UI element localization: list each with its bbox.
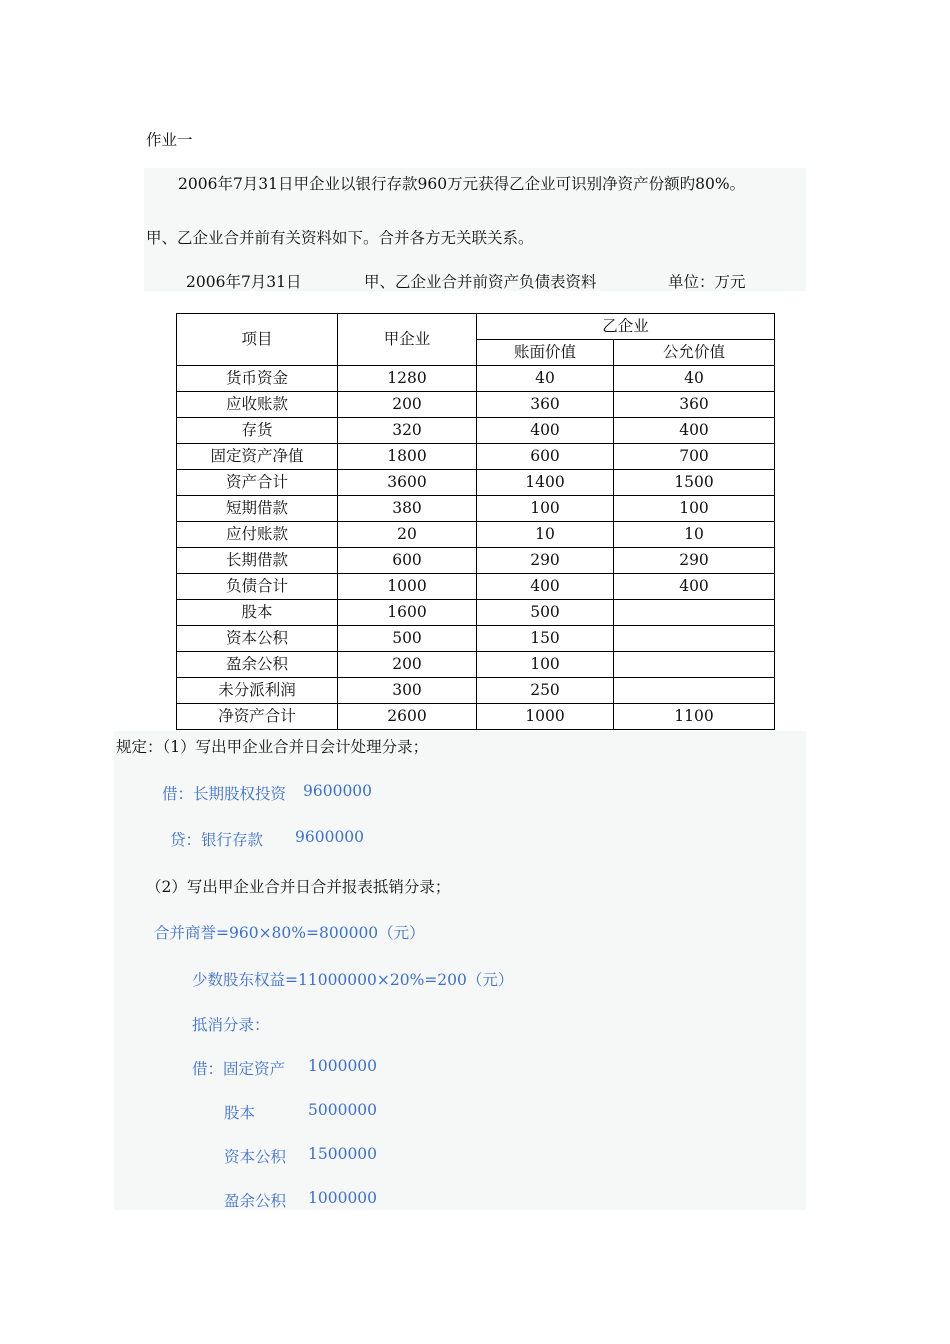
row-value: 400 bbox=[614, 418, 775, 444]
row-value: 40 bbox=[477, 366, 614, 392]
header-item: 项目 bbox=[177, 314, 338, 366]
table-row bbox=[177, 392, 775, 418]
row-value: 700 bbox=[614, 444, 775, 470]
row-label: 未分派利润 bbox=[177, 678, 338, 704]
row-value: 360 bbox=[614, 392, 775, 418]
table-row bbox=[177, 444, 775, 470]
entry-credit-amount: 9600000 bbox=[295, 828, 365, 846]
intro-paragraph-2: 甲、乙企业合并前有关资料如下。合并各方无关联关系。 bbox=[146, 229, 534, 247]
intro-paragraph: 2006年7月31日甲企业以银行存款960万元获得乙企业可识别净资产份额旳80%。 bbox=[178, 175, 746, 193]
row-value: 600 bbox=[477, 444, 614, 470]
table-row bbox=[177, 652, 775, 678]
entry-credit-label: 贷：银行存款 bbox=[170, 831, 264, 849]
row-value: 290 bbox=[477, 548, 614, 574]
table-row bbox=[177, 418, 775, 444]
header-fair-value: 公允价值 bbox=[614, 340, 775, 366]
table-row bbox=[177, 600, 775, 626]
row-label: 存货 bbox=[177, 418, 338, 444]
row-value bbox=[614, 600, 775, 626]
requirement-2: （2）写出甲企业合并日合并报表抵销分录； bbox=[146, 878, 451, 896]
row-label: 短期借款 bbox=[177, 496, 338, 522]
row-label: 净资产合计 bbox=[177, 704, 338, 730]
header-book-value: 账面价值 bbox=[477, 340, 614, 366]
row-value: 250 bbox=[477, 678, 614, 704]
requirement-1: 规定：（1）写出甲企业合并日会计处理分录； bbox=[116, 738, 429, 756]
balance-sheet-table bbox=[176, 313, 775, 730]
row-value: 40 bbox=[614, 366, 775, 392]
entry-debit-amount: 9600000 bbox=[303, 782, 373, 800]
row-label: 盈余公积 bbox=[177, 652, 338, 678]
row-value: 1000 bbox=[477, 704, 614, 730]
row-value: 400 bbox=[614, 574, 775, 600]
row-value: 1600 bbox=[338, 600, 477, 626]
row-label: 资本公积 bbox=[177, 626, 338, 652]
row-value: 200 bbox=[338, 392, 477, 418]
row-label: 资产合计 bbox=[177, 470, 338, 496]
table-row bbox=[177, 496, 775, 522]
entry-debit-label: 借：长期股权投资 bbox=[162, 785, 287, 803]
goodwill-calc: 合并商誉=960×80%=800000（元） bbox=[154, 924, 425, 942]
table-row bbox=[177, 548, 775, 574]
header-yi: 乙企业 bbox=[477, 314, 775, 340]
row-value: 300 bbox=[338, 678, 477, 704]
row-value: 320 bbox=[338, 418, 477, 444]
row-value: 200 bbox=[338, 652, 477, 678]
table-row bbox=[177, 522, 775, 548]
table-row bbox=[177, 470, 775, 496]
row-value: 10 bbox=[614, 522, 775, 548]
row-label: 固定资产净值 bbox=[177, 444, 338, 470]
row-label: 货币资金 bbox=[177, 366, 338, 392]
row-value: 100 bbox=[614, 496, 775, 522]
row-value: 400 bbox=[477, 574, 614, 600]
row-value: 400 bbox=[477, 418, 614, 444]
page-title: 作业一 bbox=[146, 131, 193, 149]
table-caption-unit: 单位：万元 bbox=[668, 273, 746, 291]
header-jia: 甲企业 bbox=[338, 314, 477, 366]
elimination-label-1: 股本 bbox=[224, 1104, 256, 1122]
elimination-amount-3: 1000000 bbox=[308, 1189, 378, 1207]
elimination-label-3: 盈余公积 bbox=[224, 1192, 287, 1210]
minority-interest-calc: 少数股东权益=11000000×20%=200（元） bbox=[192, 971, 514, 989]
row-value: 100 bbox=[477, 496, 614, 522]
row-value: 3600 bbox=[338, 470, 477, 496]
row-value: 600 bbox=[338, 548, 477, 574]
elimination-title: 抵消分录： bbox=[192, 1016, 270, 1034]
row-value bbox=[614, 678, 775, 704]
row-label: 股本 bbox=[177, 600, 338, 626]
row-value: 1500 bbox=[614, 470, 775, 496]
row-value: 290 bbox=[614, 548, 775, 574]
elimination-amount-0: 1000000 bbox=[308, 1057, 378, 1075]
row-value: 1100 bbox=[614, 704, 775, 730]
row-value: 2600 bbox=[338, 704, 477, 730]
row-value: 150 bbox=[477, 626, 614, 652]
elimination-label-0: 借：固定资产 bbox=[192, 1060, 286, 1078]
table-row bbox=[177, 704, 775, 730]
row-value: 380 bbox=[338, 496, 477, 522]
row-label: 应收账款 bbox=[177, 392, 338, 418]
row-value: 500 bbox=[338, 626, 477, 652]
row-value: 500 bbox=[477, 600, 614, 626]
table-row bbox=[177, 366, 775, 392]
row-value: 1000 bbox=[338, 574, 477, 600]
row-value bbox=[614, 626, 775, 652]
table-caption-title: 甲、乙企业合并前资产负债表资料 bbox=[364, 273, 597, 291]
elimination-amount-2: 1500000 bbox=[308, 1145, 378, 1163]
row-value: 1800 bbox=[338, 444, 477, 470]
row-label: 负债合计 bbox=[177, 574, 338, 600]
elimination-label-2: 资本公积 bbox=[224, 1148, 287, 1166]
table-row bbox=[177, 678, 775, 704]
row-value: 20 bbox=[338, 522, 477, 548]
elimination-amount-1: 5000000 bbox=[308, 1101, 378, 1119]
row-value: 100 bbox=[477, 652, 614, 678]
row-value: 1280 bbox=[338, 366, 477, 392]
row-label: 长期借款 bbox=[177, 548, 338, 574]
row-value bbox=[614, 652, 775, 678]
row-value: 360 bbox=[477, 392, 614, 418]
row-value: 1400 bbox=[477, 470, 614, 496]
table-caption-date: 2006年7月31日 bbox=[186, 273, 302, 291]
table-row bbox=[177, 574, 775, 600]
row-value: 10 bbox=[477, 522, 614, 548]
row-label: 应付账款 bbox=[177, 522, 338, 548]
table-row bbox=[177, 626, 775, 652]
